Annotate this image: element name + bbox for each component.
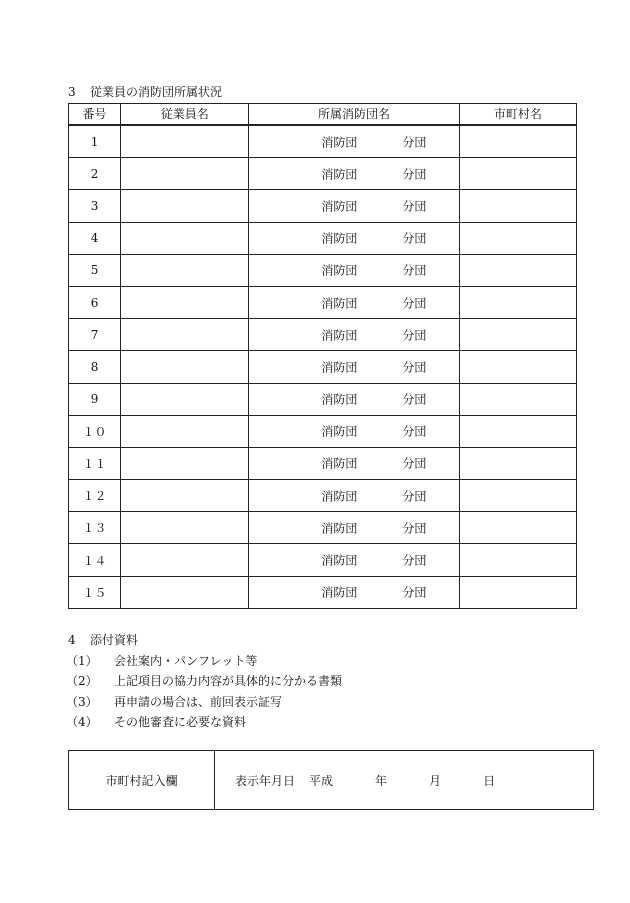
- employee-name-cell[interactable]: [121, 158, 249, 190]
- brigade-label: 消防団: [321, 553, 358, 568]
- attachment-index: （1）: [66, 653, 98, 668]
- brigade-cell[interactable]: [249, 319, 459, 351]
- municipality-entry-label: 市町村記入欄: [105, 774, 178, 788]
- month-label: 月: [429, 774, 442, 788]
- employee-name-cell[interactable]: [121, 190, 249, 222]
- attachment-index: （2）: [66, 674, 98, 688]
- row-number: 8: [69, 351, 121, 383]
- section-3-heading: [68, 84, 222, 100]
- row-number: 2: [69, 158, 121, 190]
- table-row: [69, 158, 577, 190]
- unit-label: 分団: [402, 489, 427, 504]
- employee-name-cell[interactable]: [121, 447, 249, 479]
- city-name-cell[interactable]: [459, 125, 576, 158]
- unit-label: 分団: [402, 167, 427, 182]
- header-employee-name: 従業員名: [121, 104, 249, 126]
- brigade-cell[interactable]: [249, 125, 459, 158]
- table-header-row: [69, 104, 577, 126]
- unit-label: 分団: [402, 296, 427, 311]
- day-label: 日: [483, 774, 496, 788]
- municipality-entry-box: [68, 750, 594, 810]
- row-number: １１: [69, 447, 121, 479]
- unit-label: 分団: [402, 456, 427, 471]
- attachment-item: [66, 692, 342, 713]
- section-4-heading: [68, 630, 342, 651]
- header-brigade-name: 所属消防団名: [249, 104, 459, 126]
- employee-name-cell[interactable]: [121, 480, 249, 512]
- table-row: [69, 576, 577, 608]
- table-row: [69, 190, 577, 222]
- unit-label: 分団: [402, 553, 427, 568]
- table-body: [69, 125, 577, 608]
- brigade-label: 消防団: [321, 585, 358, 600]
- city-name-cell[interactable]: [459, 415, 576, 447]
- brigade-label: 消防団: [321, 360, 358, 375]
- city-name-cell[interactable]: [459, 576, 576, 608]
- table-row: [69, 447, 577, 479]
- row-number: １４: [69, 544, 121, 576]
- display-date-field[interactable]: [235, 772, 495, 789]
- brigade-label: 消防団: [321, 456, 358, 471]
- unit-label: 分団: [402, 263, 427, 278]
- brigade-cell[interactable]: [249, 222, 459, 254]
- city-name-cell[interactable]: [459, 286, 576, 318]
- employee-name-cell[interactable]: [121, 415, 249, 447]
- attachment-text: その他審査に必要な資料: [114, 715, 247, 729]
- table-row: [69, 222, 577, 254]
- employee-name-cell[interactable]: [121, 125, 249, 158]
- employee-name-cell[interactable]: [121, 222, 249, 254]
- table-row: [69, 383, 577, 415]
- table-row: [69, 415, 577, 447]
- row-number: 4: [69, 222, 121, 254]
- row-number: 3: [69, 190, 121, 222]
- city-name-cell[interactable]: [459, 351, 576, 383]
- unit-label: 分団: [402, 585, 427, 600]
- brigade-cell[interactable]: [249, 190, 459, 222]
- brigade-label: 消防団: [321, 263, 358, 278]
- attachment-index: （3）: [66, 694, 98, 709]
- section-4-title: 添付資料: [90, 633, 139, 647]
- employee-name-cell[interactable]: [121, 512, 249, 544]
- brigade-label: 消防団: [321, 521, 358, 536]
- unit-label: 分団: [402, 199, 427, 214]
- city-name-cell[interactable]: [459, 319, 576, 351]
- brigade-label: 消防団: [321, 199, 358, 214]
- table-row: [69, 319, 577, 351]
- era-label: 平成: [309, 774, 334, 788]
- row-number: 1: [69, 125, 121, 158]
- section-4-number: 4: [68, 633, 76, 647]
- city-name-cell[interactable]: [459, 512, 576, 544]
- unit-label: 分団: [402, 424, 427, 439]
- brigade-cell[interactable]: [249, 254, 459, 286]
- brigade-label: 消防団: [321, 424, 358, 439]
- attachment-item: [66, 712, 342, 733]
- employee-name-cell[interactable]: [121, 576, 249, 608]
- attachments-section: [68, 630, 342, 733]
- unit-label: 分団: [402, 521, 427, 536]
- brigade-cell[interactable]: [249, 383, 459, 415]
- year-label: 年: [375, 774, 388, 788]
- row-number: １３: [69, 512, 121, 544]
- row-number: １５: [69, 576, 121, 608]
- row-number: 7: [69, 319, 121, 351]
- city-name-cell[interactable]: [459, 254, 576, 286]
- employee-name-cell[interactable]: [121, 351, 249, 383]
- date-label: 表示年月日: [235, 774, 296, 788]
- city-name-cell[interactable]: [459, 222, 576, 254]
- brigade-label: 消防団: [321, 296, 358, 311]
- attachment-text: 再申請の場合は、前回表示証写: [114, 694, 283, 709]
- employee-name-cell[interactable]: [121, 383, 249, 415]
- row-number: 5: [69, 254, 121, 286]
- city-name-cell[interactable]: [459, 383, 576, 415]
- unit-label: 分団: [402, 360, 427, 375]
- table-row: [69, 512, 577, 544]
- row-number: 6: [69, 286, 121, 318]
- fire-brigade-table: [68, 103, 577, 609]
- brigade-label: 消防団: [321, 489, 358, 504]
- table-row: [69, 125, 577, 158]
- unit-label: 分団: [402, 328, 427, 343]
- unit-label: 分団: [402, 392, 427, 407]
- brigade-cell[interactable]: [249, 286, 459, 318]
- brigade-cell[interactable]: [249, 512, 459, 544]
- city-name-cell[interactable]: [459, 544, 576, 576]
- table-row: [69, 254, 577, 286]
- city-name-cell[interactable]: [459, 190, 576, 222]
- header-number: 番号: [69, 104, 121, 126]
- row-number: 9: [69, 383, 121, 415]
- brigade-cell[interactable]: [249, 415, 459, 447]
- city-name-cell[interactable]: [459, 447, 576, 479]
- employee-name-cell[interactable]: [121, 254, 249, 286]
- attachment-index: （4）: [66, 715, 98, 729]
- brigade-label: 消防団: [321, 328, 358, 343]
- footer-divider: [214, 751, 215, 809]
- unit-label: 分団: [402, 231, 427, 246]
- attachment-item: [66, 651, 342, 672]
- employee-name-cell[interactable]: [121, 544, 249, 576]
- attachment-item: [66, 671, 342, 692]
- unit-label: 分団: [402, 135, 427, 150]
- row-number: １０: [69, 415, 121, 447]
- brigade-cell[interactable]: [249, 576, 459, 608]
- employee-name-cell[interactable]: [121, 286, 249, 318]
- table-row: [69, 351, 577, 383]
- brigade-cell[interactable]: [249, 544, 459, 576]
- section-3-title: 従業員の消防団所属状況: [90, 85, 223, 99]
- city-name-cell[interactable]: [459, 158, 576, 190]
- row-number: １２: [69, 480, 121, 512]
- brigade-cell[interactable]: [249, 351, 459, 383]
- header-city-name: 市町村名: [459, 104, 576, 126]
- table-row: [69, 286, 577, 318]
- attachment-text: 会社案内・パンフレット等: [114, 653, 258, 668]
- city-name-cell[interactable]: [459, 480, 576, 512]
- brigade-label: 消防団: [321, 392, 358, 407]
- brigade-label: 消防団: [321, 231, 358, 246]
- brigade-cell[interactable]: [249, 158, 459, 190]
- brigade-label: 消防団: [321, 135, 358, 150]
- employee-name-cell[interactable]: [121, 319, 249, 351]
- section-3-number: 3: [68, 85, 76, 99]
- brigade-label: 消防団: [321, 167, 358, 182]
- brigade-cell[interactable]: [249, 480, 459, 512]
- table-row: [69, 544, 577, 576]
- table-row: [69, 480, 577, 512]
- brigade-cell[interactable]: [249, 447, 459, 479]
- attachment-text: 上記項目の協力内容が具体的に分かる書類: [114, 674, 343, 688]
